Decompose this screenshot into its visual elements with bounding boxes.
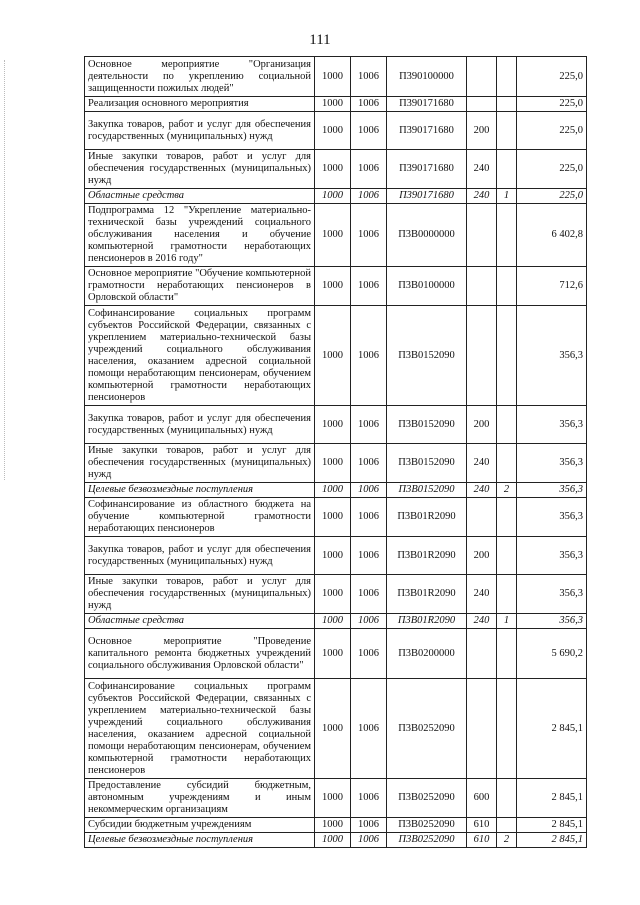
- funding-source-code: [497, 306, 517, 406]
- amount: 225,0: [517, 97, 587, 112]
- target-article-code: П390171680: [387, 97, 467, 112]
- expense-type-code: [467, 97, 497, 112]
- subsection-code: 1006: [351, 57, 387, 97]
- amount: 5 690,2: [517, 629, 587, 679]
- item-name: Закупка товаров, работ и услуг для обеспечения государственных (муниципальных) нужд: [85, 112, 315, 150]
- item-name: Целевые безвозмездные поступления: [85, 833, 315, 848]
- table-row: [85, 112, 587, 150]
- subsection-code: 1006: [351, 833, 387, 848]
- subsection-code: 1006: [351, 614, 387, 629]
- subsection-code: 1006: [351, 97, 387, 112]
- funding-source-code: [497, 267, 517, 306]
- subsection-code: 1006: [351, 112, 387, 150]
- funding-source-code: [497, 57, 517, 97]
- target-article-code: П3В0252090: [387, 833, 467, 848]
- item-name: Основное мероприятие "Обучение компьютерной грамотности неработающих пенсионеров в Орловской области": [85, 267, 315, 306]
- subsection-code: 1006: [351, 537, 387, 575]
- section-code: 1000: [315, 679, 351, 779]
- expense-type-code: 610: [467, 833, 497, 848]
- amount: 2 845,1: [517, 679, 587, 779]
- table-row: [85, 833, 587, 848]
- section-code: 1000: [315, 779, 351, 818]
- expense-type-code: 600: [467, 779, 497, 818]
- section-code: 1000: [315, 614, 351, 629]
- expense-type-code: 240: [467, 444, 497, 483]
- item-name: Предоставление субсидий бюджетным, автономным учреждениям и иным некоммерческим организациям: [85, 779, 315, 818]
- subsection-code: 1006: [351, 575, 387, 614]
- section-code: 1000: [315, 537, 351, 575]
- section-code: 1000: [315, 204, 351, 267]
- table-row: [85, 189, 587, 204]
- expense-type-code: [467, 679, 497, 779]
- amount: 225,0: [517, 189, 587, 204]
- expense-type-code: 200: [467, 537, 497, 575]
- funding-source-code: [497, 97, 517, 112]
- section-code: 1000: [315, 267, 351, 306]
- expense-type-code: 240: [467, 575, 497, 614]
- item-name: Софинансирование социальных программ субъектов Российской Федерации, связанных с укреплением материально-технической базы учреждений социального обслуживания населения, оказанием адресной социальной помощи неработающим пенсионерам, обучением компьютерной грамотности неработающих пенсионеров: [85, 306, 315, 406]
- table-row: [85, 267, 587, 306]
- expense-type-code: [467, 267, 497, 306]
- target-article-code: П3В0100000: [387, 267, 467, 306]
- amount: 356,3: [517, 498, 587, 537]
- funding-source-code: [497, 204, 517, 267]
- funding-source-code: [497, 444, 517, 483]
- table-row: [85, 306, 587, 406]
- funding-source-code: [497, 818, 517, 833]
- subsection-code: 1006: [351, 150, 387, 189]
- amount: 712,6: [517, 267, 587, 306]
- table-row: [85, 444, 587, 483]
- subsection-code: 1006: [351, 444, 387, 483]
- subsection-code: 1006: [351, 406, 387, 444]
- funding-source-code: [497, 537, 517, 575]
- item-name: Подпрограмма 12 "Укрепление материально-технической базы учреждений социального обслуживания населения и обучение компьютерной грамотности неработающих пенсионеров в 2016 году": [85, 204, 315, 267]
- expense-type-code: 200: [467, 112, 497, 150]
- table-row: [85, 483, 587, 498]
- item-name: Основное мероприятие "Организация деятельности по укреплению социальной защищенности пожилых людей": [85, 57, 315, 97]
- section-code: 1000: [315, 483, 351, 498]
- funding-source-code: [497, 779, 517, 818]
- target-article-code: П3В0000000: [387, 204, 467, 267]
- binding-edge-dots: [4, 60, 6, 480]
- section-code: 1000: [315, 97, 351, 112]
- expense-type-code: 610: [467, 818, 497, 833]
- funding-source-code: [497, 406, 517, 444]
- item-name: Закупка товаров, работ и услуг для обеспечения государственных (муниципальных) нужд: [85, 537, 315, 575]
- expense-type-code: [467, 204, 497, 267]
- target-article-code: П3В0152090: [387, 306, 467, 406]
- target-article-code: П3В0252090: [387, 779, 467, 818]
- item-name: Целевые безвозмездные поступления: [85, 483, 315, 498]
- amount: 356,3: [517, 406, 587, 444]
- item-name: Иные закупки товаров, работ и услуг для обеспечения государственных (муниципальных) нужд: [85, 575, 315, 614]
- amount: 356,3: [517, 575, 587, 614]
- table-row: [85, 818, 587, 833]
- target-article-code: П3В0152090: [387, 406, 467, 444]
- target-article-code: П3В01R2090: [387, 575, 467, 614]
- target-article-code: П3В0152090: [387, 483, 467, 498]
- amount: 6 402,8: [517, 204, 587, 267]
- table-row: [85, 204, 587, 267]
- amount: 356,3: [517, 614, 587, 629]
- table-row: [85, 629, 587, 679]
- table-row: [85, 406, 587, 444]
- amount: 356,3: [517, 537, 587, 575]
- subsection-code: 1006: [351, 267, 387, 306]
- item-name: Иные закупки товаров, работ и услуг для обеспечения государственных (муниципальных) нужд: [85, 150, 315, 189]
- funding-source-code: 2: [497, 833, 517, 848]
- subsection-code: 1006: [351, 679, 387, 779]
- amount: 2 845,1: [517, 818, 587, 833]
- subsection-code: 1006: [351, 818, 387, 833]
- amount: 2 845,1: [517, 833, 587, 848]
- funding-source-code: 1: [497, 614, 517, 629]
- section-code: 1000: [315, 818, 351, 833]
- funding-source-code: [497, 150, 517, 189]
- funding-source-code: [497, 575, 517, 614]
- funding-source-code: [497, 498, 517, 537]
- funding-source-code: 1: [497, 189, 517, 204]
- target-article-code: П3В0252090: [387, 679, 467, 779]
- expense-type-code: [467, 629, 497, 679]
- subsection-code: 1006: [351, 306, 387, 406]
- budget-table: [84, 56, 587, 848]
- expense-type-code: 240: [467, 614, 497, 629]
- item-name: Иные закупки товаров, работ и услуг для обеспечения государственных (муниципальных) нужд: [85, 444, 315, 483]
- section-code: 1000: [315, 575, 351, 614]
- amount: 225,0: [517, 112, 587, 150]
- table-row: [85, 575, 587, 614]
- expense-type-code: [467, 57, 497, 97]
- target-article-code: П3В01R2090: [387, 614, 467, 629]
- funding-source-code: [497, 629, 517, 679]
- table-row: [85, 614, 587, 629]
- subsection-code: 1006: [351, 629, 387, 679]
- item-name: Областные средства: [85, 189, 315, 204]
- expense-type-code: 240: [467, 189, 497, 204]
- subsection-code: 1006: [351, 189, 387, 204]
- section-code: 1000: [315, 406, 351, 444]
- section-code: 1000: [315, 629, 351, 679]
- target-article-code: П390171680: [387, 150, 467, 189]
- target-article-code: П390171680: [387, 189, 467, 204]
- section-code: 1000: [315, 57, 351, 97]
- subsection-code: 1006: [351, 483, 387, 498]
- section-code: 1000: [315, 112, 351, 150]
- item-name: Закупка товаров, работ и услуг для обеспечения государственных (муниципальных) нужд: [85, 406, 315, 444]
- table-row: [85, 537, 587, 575]
- funding-source-code: [497, 112, 517, 150]
- budget-table-body: [85, 57, 587, 848]
- expense-type-code: 200: [467, 406, 497, 444]
- subsection-code: 1006: [351, 498, 387, 537]
- target-article-code: П3В0252090: [387, 818, 467, 833]
- item-name: Реализация основного мероприятия: [85, 97, 315, 112]
- target-article-code: П390171680: [387, 112, 467, 150]
- amount: 225,0: [517, 57, 587, 97]
- target-article-code: П3В0152090: [387, 444, 467, 483]
- table-row: [85, 57, 587, 97]
- section-code: 1000: [315, 306, 351, 406]
- subsection-code: 1006: [351, 779, 387, 818]
- target-article-code: П3В01R2090: [387, 498, 467, 537]
- item-name: Областные средства: [85, 614, 315, 629]
- target-article-code: П390100000: [387, 57, 467, 97]
- expense-type-code: [467, 498, 497, 537]
- item-name: Основное мероприятие "Проведение капитального ремонта бюджетных учреждений социального обслуживания Орловской области": [85, 629, 315, 679]
- item-name: Субсидии бюджетным учреждениям: [85, 818, 315, 833]
- target-article-code: П3В0200000: [387, 629, 467, 679]
- page-number: 111: [309, 32, 331, 48]
- section-code: 1000: [315, 498, 351, 537]
- subsection-code: 1006: [351, 204, 387, 267]
- amount: 2 845,1: [517, 779, 587, 818]
- funding-source-code: 2: [497, 483, 517, 498]
- target-article-code: П3В01R2090: [387, 537, 467, 575]
- table-row: [85, 779, 587, 818]
- amount: 356,3: [517, 306, 587, 406]
- item-name: Софинансирование социальных программ субъектов Российской Федерации, связанных с укреплением материально-технической базы учреждений социального обслуживания населения, оказанием адресной социальной помощи неработающим пенсионерам, обучением компьютерной грамотности неработающих пенсионеров: [85, 679, 315, 779]
- table-row: [85, 150, 587, 189]
- table-row: [85, 679, 587, 779]
- expense-type-code: [467, 306, 497, 406]
- section-code: 1000: [315, 444, 351, 483]
- section-code: 1000: [315, 833, 351, 848]
- expense-type-code: 240: [467, 150, 497, 189]
- section-code: 1000: [315, 150, 351, 189]
- table-row: [85, 97, 587, 112]
- expense-type-code: 240: [467, 483, 497, 498]
- funding-source-code: [497, 679, 517, 779]
- item-name: Софинансирование из областного бюджета на обучение компьютерной грамотности неработающих пенсионеров: [85, 498, 315, 537]
- amount: 356,3: [517, 483, 587, 498]
- amount: 225,0: [517, 150, 587, 189]
- section-code: 1000: [315, 189, 351, 204]
- table-row: [85, 498, 587, 537]
- amount: 356,3: [517, 444, 587, 483]
